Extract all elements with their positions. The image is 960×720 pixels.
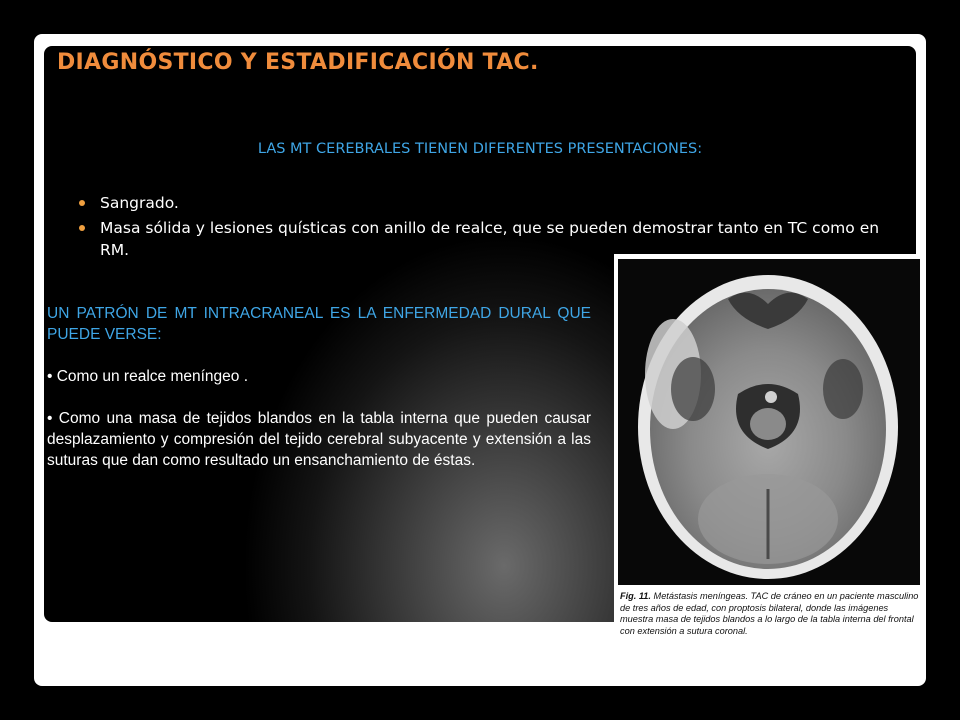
bullet-dot-icon	[79, 200, 85, 206]
left-text-column	[47, 303, 591, 471]
slide-subtitle: LAS MT CEREBRALES TIENEN DIFERENTES PRESENTACIONES:	[257, 141, 703, 157]
ct-figure	[614, 254, 926, 646]
bullet-text: Masa sólida y lesiones quísticas con anillo de realce, que se pueden demostrar tanto en TC como en RM.	[100, 219, 880, 259]
left-column-item: • Como una masa de tejidos blandos en la tabla interna que pueden causar desplazamiento y compresión del tejido cerebral subyacente y extensión a las suturas que dan como resultado un ensanchamiento de éstas.	[47, 410, 591, 469]
slide-title: DIAGNÓSTICO Y ESTADIFICACIÓN TAC.	[57, 50, 539, 75]
bullet-dot-icon	[79, 225, 85, 231]
caption-label: Fig. 11.	[620, 591, 651, 601]
bullet-text: Sangrado.	[100, 194, 179, 212]
figure-caption	[620, 591, 922, 637]
caption-text: Metástasis meníngeas. TAC de cráneo en un paciente masculino de tres años de edad, con proptosis bilateral, donde las imágenes muestra masa de tejidos blandos a lo largo de la tabla interna del frontal con extensión a sutura coronal.	[620, 591, 919, 636]
left-column-item: • Como un realce meníngeo .	[47, 368, 249, 385]
ct-scan-image	[618, 259, 920, 585]
left-column-heading: UN PATRÓN DE MT INTRACRANEAL ES LA ENFERMEDAD DURAL QUE PUEDE VERSE:	[47, 305, 591, 343]
bullet-item	[72, 192, 907, 214]
ct-scan-drawing	[618, 259, 920, 585]
